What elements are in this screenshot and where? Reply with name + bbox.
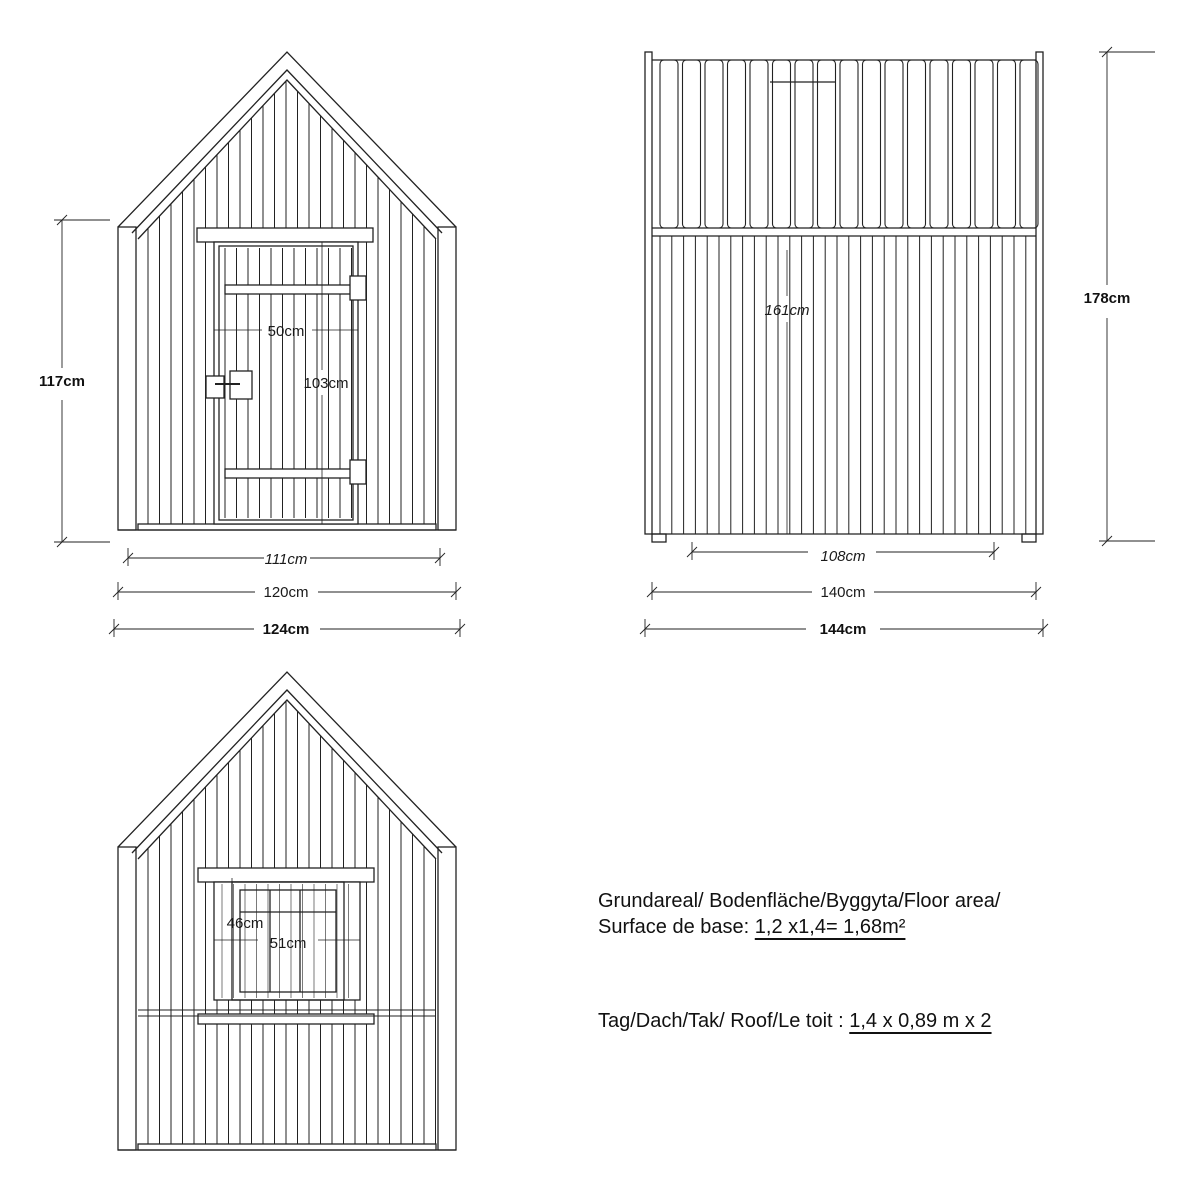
door-header [197, 228, 373, 242]
roof-board [660, 60, 678, 228]
hinge-plate-top [350, 276, 366, 300]
roof-board [863, 60, 881, 228]
corner-post-left [118, 847, 136, 1150]
roof-trim-outer [118, 52, 456, 227]
corner-post-right [438, 227, 456, 530]
floor-area-prefix: Surface de base: [598, 916, 755, 938]
side-post-left [645, 52, 652, 534]
side-wall-height-label: 161cm [764, 302, 810, 319]
roof-board [908, 60, 926, 228]
side-base-width-label: 140cm [820, 584, 866, 601]
side-total-height-label: 178cm [1083, 290, 1131, 307]
roof-board [795, 60, 813, 228]
front-base-width-label: 120cm [263, 584, 309, 601]
hinge-strap-top [225, 285, 353, 294]
hinge-plate-bottom [350, 460, 366, 484]
front-height-label: 117cm [39, 373, 85, 390]
hinge-strap-bottom [225, 469, 353, 478]
front-elevation [54, 52, 465, 637]
window-header [198, 868, 374, 882]
roof-board [683, 60, 701, 228]
floor-area-value: 1,2 x1,4= 1,68m² [754, 916, 906, 938]
roof-board [773, 60, 791, 228]
roof-board [818, 60, 836, 228]
door-width-label: 50cm [267, 323, 305, 340]
roof-board [705, 60, 723, 228]
floor-sill [138, 524, 436, 530]
roof-prefix: Tag/Dach/Tak/ Roof/Le toit : [598, 1010, 850, 1032]
roof-board [953, 60, 971, 228]
front-roof-width-label: 124cm [262, 621, 310, 638]
side-inner-width-label: 108cm [820, 548, 866, 565]
side-post-right [1036, 52, 1043, 534]
roof-trim-inner [132, 690, 442, 853]
roof-value: 1,4 x 0,89 m x 2 [849, 1010, 992, 1032]
roof-board [728, 60, 746, 228]
floor-area-line2 [598, 914, 1000, 940]
corner-post-left [118, 227, 136, 530]
foot-right [1022, 534, 1036, 542]
window-height-label: 46cm [226, 915, 264, 932]
roof-board [750, 60, 768, 228]
floor-sill [138, 1144, 436, 1150]
floor-area-text [598, 888, 1000, 940]
roof-board [1020, 60, 1038, 228]
roof-board [840, 60, 858, 228]
back-elevation [118, 672, 456, 1150]
side-roof-width-label: 144cm [819, 621, 867, 638]
door-height-label: 103cm [303, 375, 349, 392]
roof-trim-inner [132, 70, 442, 233]
roof-board [885, 60, 903, 228]
window-width-label: 51cm [269, 935, 307, 952]
corner-post-right [438, 847, 456, 1150]
roof-board [998, 60, 1016, 228]
front-inner-width-label: 111cm [264, 551, 308, 568]
side-elevation [640, 47, 1155, 637]
foot-left [652, 534, 666, 542]
floor-area-line1: Grundareal/ Bodenfläche/Byggyta/Floor area/ [598, 890, 1001, 912]
roof-text [598, 1008, 992, 1034]
latch-plate [206, 376, 224, 398]
roof-trim-outer [118, 672, 456, 847]
roof-board [975, 60, 993, 228]
roof-board [930, 60, 948, 228]
